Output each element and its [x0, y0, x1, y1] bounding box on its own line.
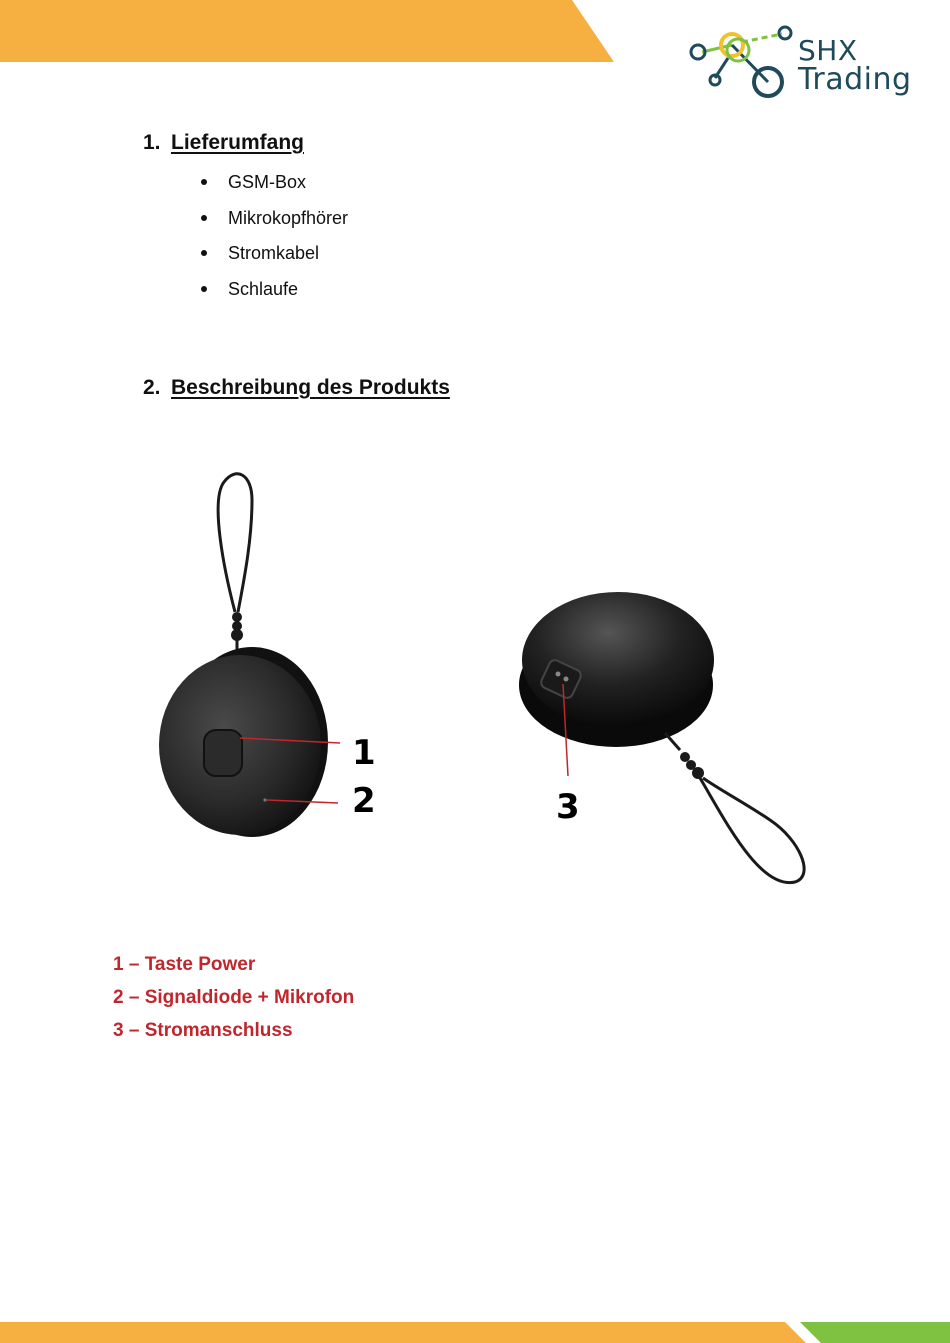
legend-item-1: 1 – Taste Power [113, 954, 256, 975]
section-1-title: Lieferumfang [171, 131, 305, 154]
callout-1: 1 [352, 733, 376, 773]
callout-2: 2 [352, 781, 376, 821]
list-item: GSM-Box [198, 168, 348, 204]
logo-molecule-icon [680, 20, 800, 105]
signal-diode-dot [263, 798, 266, 801]
legend-item-2: 2 – Signaldiode + Mikrofon [113, 987, 355, 1008]
bottom-bar [0, 1322, 950, 1343]
logo-text-trading: Trading [798, 62, 912, 97]
figure-legend [113, 952, 354, 1051]
list-item: Schlaufe [198, 275, 348, 311]
shx-trading-logo [680, 20, 920, 105]
section-2-heading [143, 376, 450, 400]
list-item: Mikrokopfhörer [198, 204, 348, 240]
product-figure [140, 460, 840, 900]
callout-3: 3 [556, 787, 580, 827]
list-item: Stromkabel [198, 239, 348, 275]
legend-item-3: 3 – Stromanschluss [113, 1020, 293, 1041]
device-front-view [159, 474, 340, 837]
section-2-title: Beschreibung des Produkts [171, 376, 450, 399]
logo-text-shx: SHX [798, 34, 858, 67]
section-2-number: 2. [143, 376, 161, 399]
section-1-heading [143, 131, 304, 155]
delivery-scope-list [198, 168, 348, 310]
power-button [204, 730, 242, 776]
device-back-view [519, 592, 804, 883]
section-1-number: 1. [143, 131, 161, 154]
